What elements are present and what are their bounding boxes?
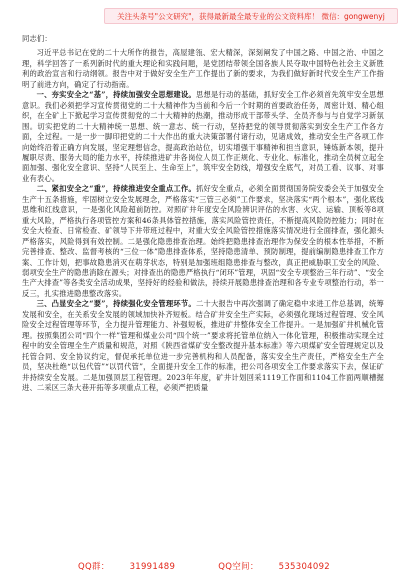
paragraph-section-3 — [22, 299, 384, 393]
footer-contact — [0, 560, 408, 572]
qq-space: QQ空间： 535304092 — [218, 562, 331, 572]
section-heading: 二、紧扣安全之“重”，持续推进安全重点工作。 — [36, 184, 196, 194]
paragraph-body: 二十大报告中再次强调了确定稳中求进工作总基调，统筹发展和安全，在关系安全发展的领域加快补齐短板。结合矿井安全生产实际，必须强化现场过程管理、安全风险安全过程管理等环节，全力提升管理能力、补强短板，推进矿井整体安全工作提升。一是加强矿井机械化管理。按照集团公司“四个一样”管理和煤业公司“四个统一”要求将托管单位纳入一体化管理，积极推动实现全过程中的安全管理全生产质量和规范，对照《陕西省煤矿安全整改提升基本标准》等六项煤矿安全管理规定以及托管合同、安全协议约定，督促承托单位进一步完善机构和人员配备，落实安全生产责任，严格安全生产全员，坚决杜绝“以包代管”“以罚代管”，全面提升安全工作的标准，把公司各项安全工作要求落实下去，保证矿井持续安全发展。二是加强顶层工程管理。2023年年度，矿井计划回采1119工作面和1104工作面两顺槽掘进、二采区三条大巷开拓等多项重点工程，必须严把质量 — [22, 299, 384, 392]
document-body — [22, 34, 384, 393]
promo-banner: 关注头条号"公文研究"，获得最新最全最专业的公文资料库！ 微信：gongwenyj — [104, 8, 398, 24]
section-heading: 一、夯实安全之“基”，持续加强安全思想建设。 — [36, 90, 196, 100]
greeting: 同志们： — [22, 34, 52, 43]
paragraph-body: 思想是行动的基础，抓好安全工作必须首先筑牢安全思想意识。我们必须把学习宣传贯彻党的二十大精神作为当前和今后一个时期的首要政治任务，周密计划、精心组织，在全矿上下掀起学习宣传贯彻党的二十大精神的热潮，推动形成干部带头学、全员齐参与与自觉学习新氛围。切实把党的二十大精神统一思想、统一意志、统一行动，坚持把党的领导贯彻落实到安全生产工作各方面，全过程。一是一步一脚印把党的二十大作出的重大决策部署付诸行动，见诸成效，推动安全生产各项工作向始终沿着正确方向发展，坚定理想信念，提高政治站位，切实增强干事精神和担当意识，锤炼新本领，提升履职尽责、服务大局的能力水平，持续推进矿井各岗位人员工作正规化、专业化、标准化，推动全员树立起全面加强、强化安全意识、坚持“人民至上、生命至上”，筑牢安全防线，增强安全底气，对员工看、议事、对事业有表心。 — [22, 90, 384, 183]
paragraph-body: 抓好安全重点，必须全面贯彻国务院安委会关于加强安全生产十五条措施，牢固树立安全发展理念，严格落实“三管三必须”工作要求，坚决落实“两个根本”，强化底线思维和红线意识，一是强化风险超前防控。对照矿井年度安全风险辨识评估的水害、火灾、运输、顶板等8项重大风险，严格执行各项管控方案和46条具体管控措施，落实风险管控责任，不断提高风险防控能力；同时在安全大检查、日常检查、矿领导下井带班过程中，对重大安全风险管控措施落实情况进行全面排查，强化源头严格落实，风险得到有效控制。二是强化隐患排查治理。始终把隐患排查治理作为保安全的根本性举措，不断完善排查、整改、监督考核的“三位一体”隐患排查体系，坚持隐患清单、预防制理，提前编制隐患排查工作方案、工作计划，把事故隐患消灭在萌芽状态，特别是加强班组隐患排查与整改，真正把威胁职工安全的风险、弱项安全生产的隐患消除在源头；对排查出的隐患严格执行“闭环”管理，巩固“安全专项整治三年行动”、“安全生产大排查”等各类安全活动成果，坚持好的经验和做法，持续开展隐患排查治理和各专业专项整治行动，举一反三，扎实推进隐患整改落实。 — [22, 184, 384, 298]
paragraph-section-1 — [22, 90, 384, 184]
paragraph-intro — [22, 48, 384, 90]
section-heading: 三、凸显安全之“要”，持续强化安全管理环节。 — [36, 299, 196, 309]
paragraph-section-2 — [22, 184, 384, 299]
qq-group: QQ群： 31991489 — [77, 562, 176, 572]
paragraph-body: 习近平总书记在党的二十大所作的报告，高屋建瓴、宏大精深，深刻阐发了中国之路、中国之治、中国之理，科学回答了一系列新时代的重大理论和实践问题，是党团结带领全国各族人民夺取中国特色社会主义新胜利的政治宣言和行动纲领。报告中对于做好安全生产工作提出了新的要求，为我们做好新时代安全生产工作指明了前进方向，确定了行动指南。 — [22, 48, 384, 89]
